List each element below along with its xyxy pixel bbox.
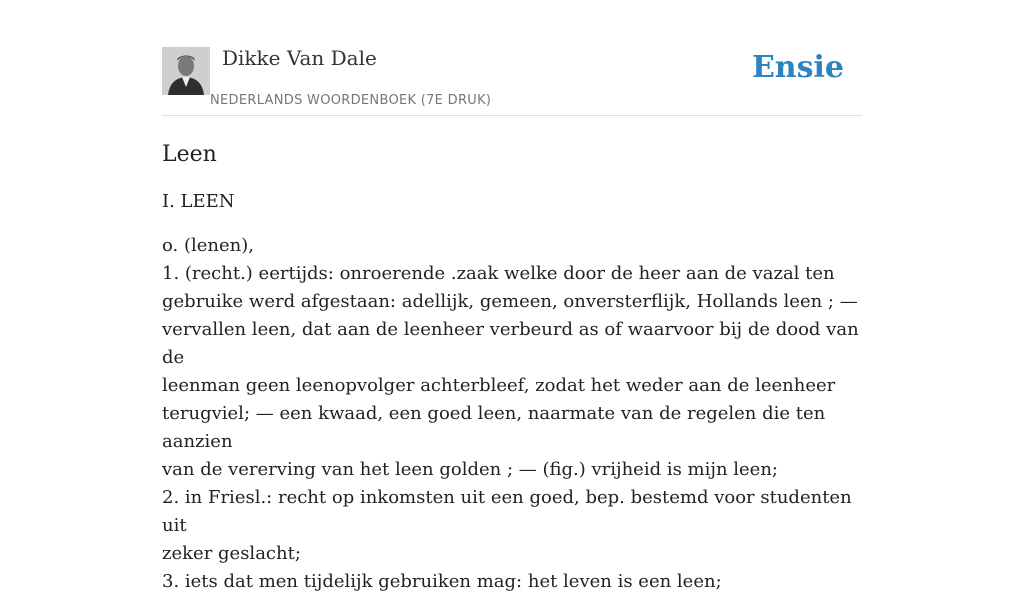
entry-definition <box>162 232 862 596</box>
definition-line: 1. (recht.) eertijds: onroerende .zaak welke door de heer aan de vazal ten <box>162 263 835 284</box>
header <box>162 44 862 116</box>
dictionary-subtitle[interactable]: NEDERLANDS WOORDENBOEK (7E DRUK) <box>210 93 492 108</box>
definition-line: leenman geen leenopvolger achterbleef, zodat het weder aan de leenheer <box>162 375 836 396</box>
definition-line: terugviel; — een kwaad, een goed leen, naarmate van de regelen die ten aanzien <box>162 403 826 452</box>
entry-term: Leen <box>162 142 217 167</box>
definition-line: gebruike werd afgestaan: adellijk, gemeen, onversterflijk, Hollands leen ; — <box>162 291 858 312</box>
author-avatar[interactable] <box>162 47 210 95</box>
definition-line: 3. iets dat men tijdelijk gebruiken mag: het leven is een leen; <box>162 571 722 592</box>
entry-content <box>162 138 862 596</box>
definition-line: van de vererving van het leen golden ; — (fig.) vrijheid is mijn leen; <box>162 459 778 480</box>
definition-line: 2. in Friesl.: recht op inkomsten uit een goed, bep. bestemd voor studenten uit <box>162 487 852 536</box>
ensie-logo[interactable]: Ensie <box>751 50 844 85</box>
entry-heading: I. LEEN <box>162 191 235 212</box>
definition-line: o. (lenen), <box>162 235 254 256</box>
definition-line: vervallen leen, dat aan de leenheer verbeurd as of waarvoor bij de dood van de <box>162 319 859 368</box>
definition-line: zeker geslacht; <box>162 543 301 564</box>
author-name[interactable]: Dikke Van Dale <box>222 46 377 70</box>
